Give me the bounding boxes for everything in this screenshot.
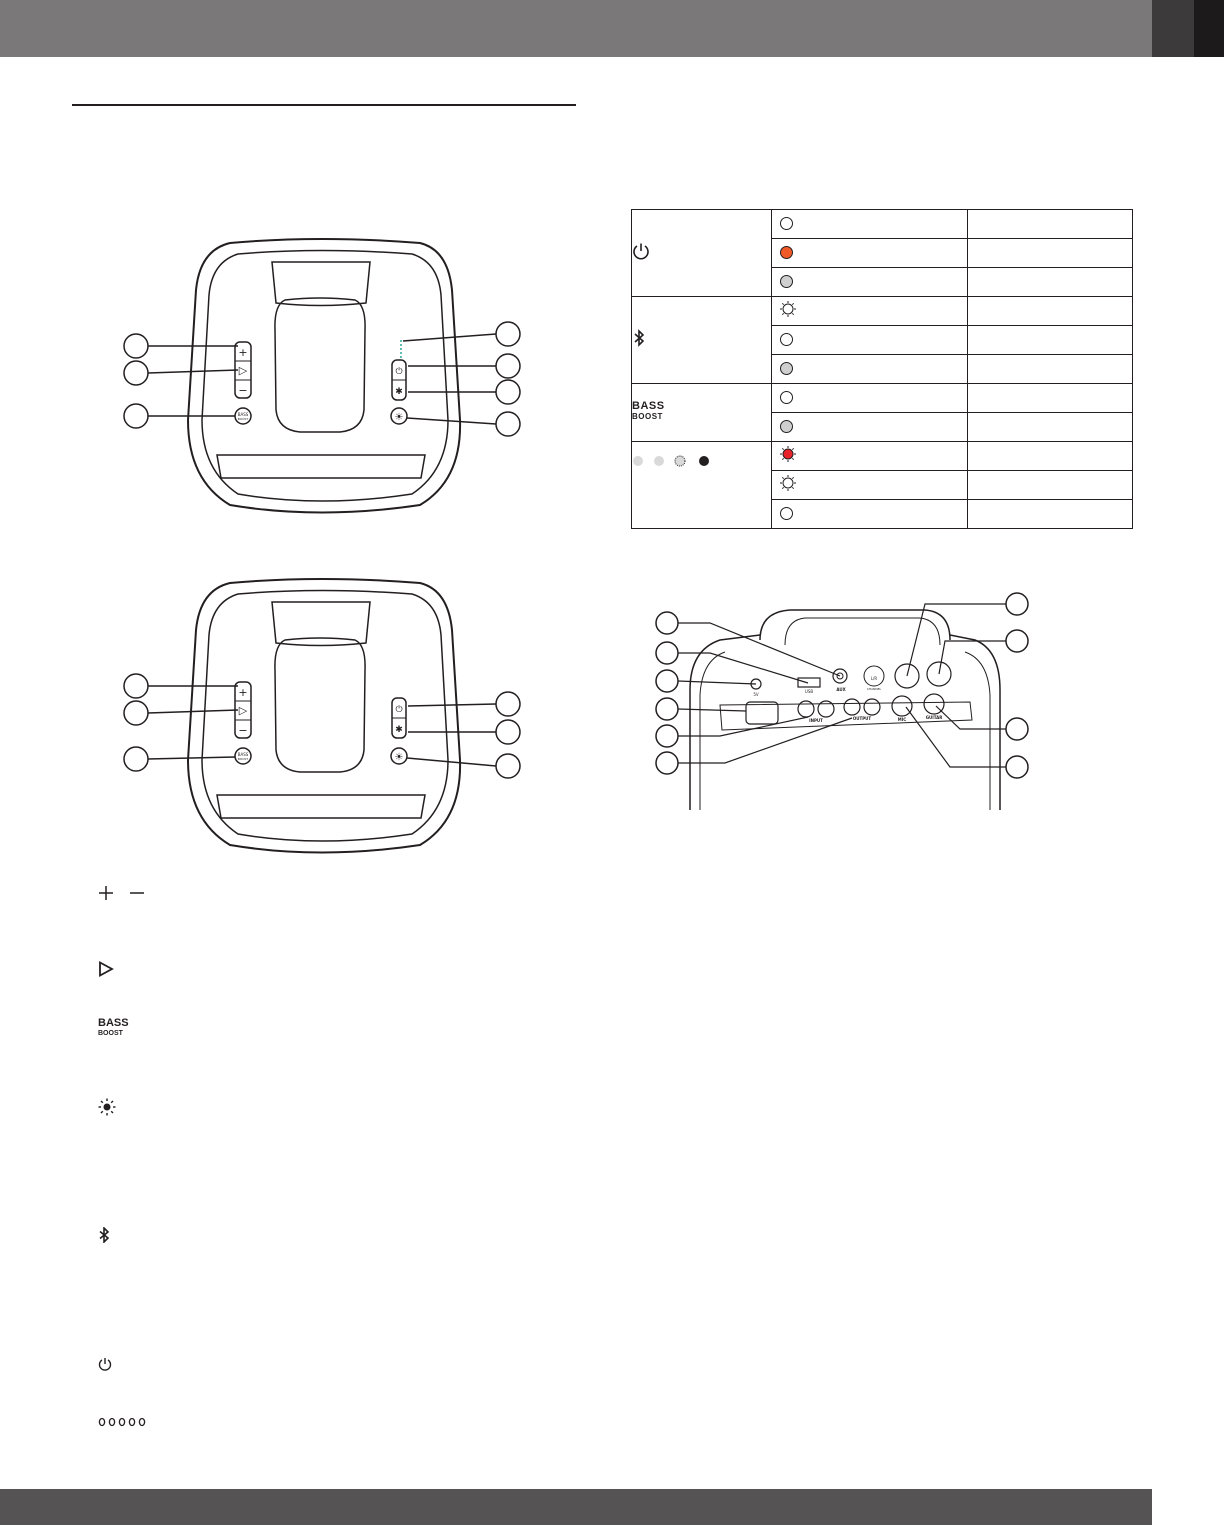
bluetooth-icon <box>632 297 772 384</box>
play-icon <box>98 961 114 977</box>
battery-dots-legend <box>98 1414 148 1432</box>
led-description <box>968 442 1133 471</box>
led-description <box>968 355 1133 384</box>
table-row <box>632 210 1133 239</box>
bass-boost-icon-label: BASS <box>98 1017 129 1029</box>
light-icon <box>98 1098 116 1116</box>
power-legend <box>98 1357 112 1376</box>
led-flashing-white <box>772 297 968 326</box>
speaker-top-diagram-1 <box>118 230 528 530</box>
bass-boost-legend <box>98 1019 129 1038</box>
battery-dots-icon <box>632 442 772 529</box>
table-row <box>632 384 1133 413</box>
led-description <box>968 384 1133 413</box>
table-row <box>632 297 1133 326</box>
led-description <box>968 210 1133 239</box>
svg-text:USB: USB <box>804 689 814 694</box>
bluetooth-legend <box>98 1227 110 1248</box>
volume-legend <box>98 885 146 906</box>
led-description <box>968 500 1133 529</box>
led-gray <box>772 355 968 384</box>
led-gray <box>772 268 968 297</box>
led-description <box>968 413 1133 442</box>
svg-text:✱: ✱ <box>395 387 403 397</box>
section-rule <box>72 104 576 106</box>
svg-text:INPUT: INPUT <box>809 718 823 723</box>
svg-text:MIC: MIC <box>897 717 907 722</box>
svg-text:BOOST: BOOST <box>237 417 249 421</box>
svg-text:▷: ▷ <box>238 704 248 717</box>
svg-text:BASS: BASS <box>237 412 249 417</box>
led-flashing-red <box>772 442 968 471</box>
boost-label: BOOST <box>632 412 663 421</box>
bass-label: BASS <box>632 400 665 412</box>
svg-text:BASS: BASS <box>237 752 249 757</box>
power-icon <box>98 1357 112 1371</box>
led-flashing-white <box>772 471 968 500</box>
led-description <box>968 239 1133 268</box>
rear-panel-diagram <box>650 590 1040 815</box>
svg-text:CHANNEL: CHANNEL <box>866 687 882 691</box>
svg-text:BOOST: BOOST <box>237 757 249 761</box>
svg-text:AUX: AUX <box>836 687 846 692</box>
header-tab-dark <box>1194 0 1224 57</box>
led-description <box>968 268 1133 297</box>
svg-text:☀: ☀ <box>394 752 404 763</box>
play-legend <box>98 961 114 982</box>
light-legend <box>98 1098 116 1121</box>
svg-text:⏻: ⏻ <box>395 705 403 715</box>
power-icon <box>632 210 772 297</box>
led-white <box>772 500 968 529</box>
svg-text:OUTPUT: OUTPUT <box>852 716 872 721</box>
svg-text:+: + <box>238 686 248 699</box>
led-description <box>968 471 1133 500</box>
svg-text:5V: 5V <box>753 692 759 697</box>
footer-bar <box>0 1489 1152 1525</box>
led-white <box>772 384 968 413</box>
led-white <box>772 326 968 355</box>
svg-text:▷: ▷ <box>238 364 248 377</box>
svg-text:−: − <box>238 384 248 397</box>
svg-text:+: + <box>238 346 248 359</box>
svg-text:L/R: L/R <box>870 676 878 681</box>
svg-text:GUITAR: GUITAR <box>925 715 943 720</box>
header-bar <box>0 0 1152 57</box>
led-status-table <box>631 209 1133 529</box>
led-description <box>968 326 1133 355</box>
table-row <box>632 442 1133 471</box>
led-white <box>772 210 968 239</box>
bass-boost-icon <box>632 384 772 442</box>
volume-plus-minus-icon <box>98 885 146 901</box>
led-description <box>968 297 1133 326</box>
bluetooth-icon <box>98 1227 110 1243</box>
bass-boost-icon-sublabel: BOOST <box>98 1030 123 1037</box>
led-gray <box>772 413 968 442</box>
led-orange <box>772 239 968 268</box>
speaker-top-diagram-2 <box>118 570 528 860</box>
svg-text:⏻: ⏻ <box>395 367 403 377</box>
svg-text:✱: ✱ <box>395 725 403 735</box>
svg-text:−: − <box>238 724 248 737</box>
header-tab <box>1152 0 1194 57</box>
battery-dots-icon <box>98 1417 148 1427</box>
svg-text:☀: ☀ <box>394 412 404 423</box>
